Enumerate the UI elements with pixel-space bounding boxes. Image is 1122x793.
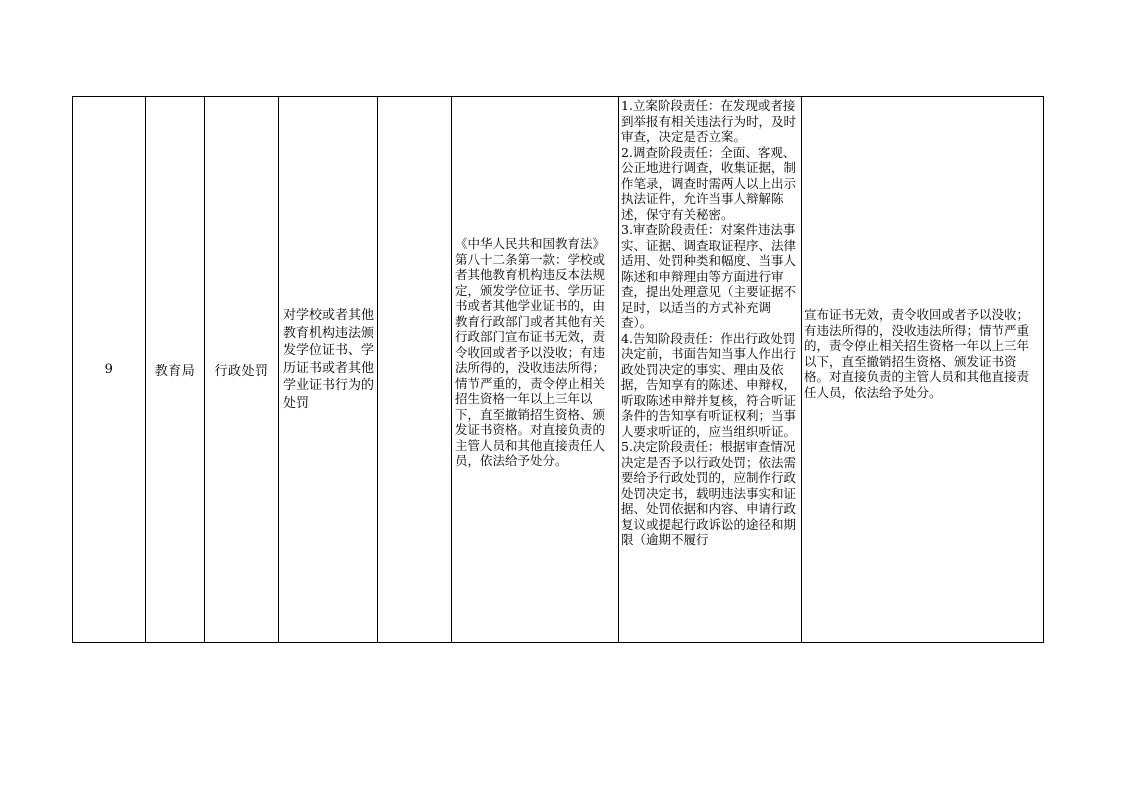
power-list-table xyxy=(72,96,1044,643)
legal-basis-text: 《中华人民共和国教育法》第八十二条第一款：学校或者其他教育机构违反本法规定，颁发学位证书、学历证书或者其他学业证书的，由教育行政部门或者其他有关行政部门宣布证书无效，责令收回或者予以没收；有违法所得的，没收违法所得；情节严重的，责令停止相关招生资格一年以上三年以下，直至撤销招生资格、颁发证书资格。对直接负责的主管人员和其他直接责任人员，依法给予处分。 xyxy=(455,236,606,468)
item-name: 对学校或者其他教育机构违法颁发学位证书、学历证书或者其他学业证书行为的处罚 xyxy=(283,308,375,411)
responsibilities-text: 1.立案阶段责任：在发现或者接到举报有相关违法行为时，及时审查，决定是否立案。 2.调查阶段责任：全面、客观、公正地进行调查，收集证据，制作笔录，调查时需两人以上出示执法证件，允许当事人辩解陈述，保守有关秘密。 3.审查阶段责任：对案件违法事实、证据、调查取证程序、法律适用、处罚种类和幅度、当事人陈述和申辩理由等方面进行审查，提出处理意见（主要证据不足时，以适当的方式补充调查）。 4.告知阶段责任：作出行政处罚决定前，书面告知当事人作出行政处罚决定的事实、理由及依据，告知享有的陈述、申辩权，听取陈述申辩并复核，符合听证条件的告知享有听证权利；当事人要求听证的，应当组织听证。 5.决定阶段责任：根据审查情况决定是否予以行政处罚；依法需要给予行政处罚的，应制作行政处罚决定书，载明违法事实和证据、处罚依据和内容、申请行政复议或提起行政诉讼的途径和期限（逾期不履行 xyxy=(621,98,797,547)
power-type: 行政处罚 xyxy=(214,364,269,379)
cell-number xyxy=(73,97,146,642)
penalty-text: 宣布证书无效，责令收回或者予以没收；有违法所得的，没收违法所得；情节严重的，责令停止相关招生资格一年以上三年以下，直至撤销招生资格、颁发证书资格。对直接负责的主管人员和其他直接责任人员，依法给予处分。 xyxy=(804,307,1030,400)
cell-responsibilities xyxy=(619,97,802,642)
cell-blank xyxy=(378,97,452,642)
cell-penalty xyxy=(802,97,1045,642)
cell-item-name xyxy=(279,97,378,642)
cell-power-type xyxy=(205,97,279,642)
cell-department xyxy=(146,97,205,642)
department-name: 教育局 xyxy=(154,364,196,379)
row-number: 9 xyxy=(104,362,114,377)
cell-legal-basis xyxy=(452,97,619,642)
